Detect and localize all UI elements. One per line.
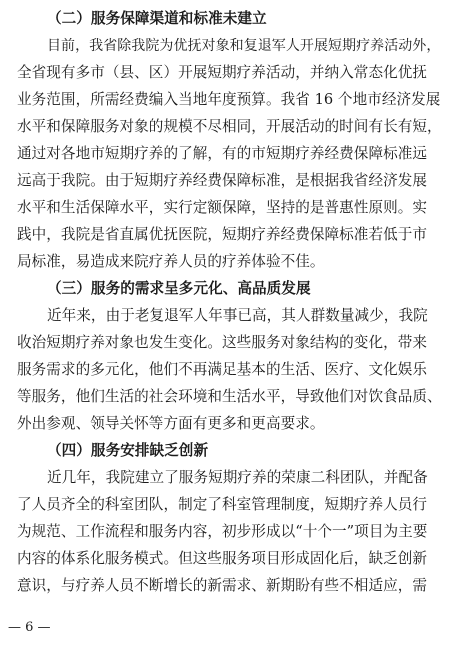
paragraph-line: 全省现有多市（县、区）开展短期疗养活动，并纳入常态化优抚 [17,64,428,81]
paragraph-line: 为规范、工作流程和服务内容，初步形成以“十个一”项目为主要 [17,523,428,540]
paragraph-line: 水平和生活保障水平，实行定额保障，坚持的是普惠性原则。实 [17,199,428,216]
paragraph-line: 收治短期疗养对象也发生变化。这些服务对象结构的变化，带来 [17,334,428,351]
paragraph-line: 目前，我省除我院为优抚对象和复退军人开展短期疗养活动外， [47,38,441,54]
paragraph-line: 水平和保障服务对象的规模不尽相同，开展活动的时间有长有短， [17,118,442,135]
page-number: — 6 — [8,620,51,635]
paragraph-line: 通过对各地市短期疗养的了解，有的市短期疗养经费保障标准远 [17,145,428,162]
paragraph-line: 等服务，他们生活的社会环境和生活水平，导致他们对饮食品质、 [17,388,442,405]
paragraph-line: 践中，我院是省直属优抚医院，短期疗养经费保障标准若低于市 [17,226,428,243]
paragraph-line: 意识，与疗养人员不断增长的新需求、新期盼有些不相适应，需 [17,577,428,594]
paragraph-line: 近几年，我院建立了服务短期疗养的荣康二科团队，并配备 [47,469,428,486]
section-heading: （四）服务安排缺乏创新 [47,442,209,459]
paragraph-line: 内容的体系化服务模式。但这些服务项目形成固化后，缺乏创新 [17,550,428,567]
paragraph-line: 服务需求的多元化，他们不再满足基本的生活、医疗、文化娱乐 [17,361,428,378]
paragraph-line: 业务范围，所需经费编入当地年度预算。我省 16 个地市经济发展 [17,91,441,108]
paragraph-line: 近年来，由于老复退军人年事已高，其人群数量减少，我院 [47,307,428,324]
paragraph-line: 外出参观、领导关怀等方面有更多和更高要求。 [17,415,325,432]
paragraph-line: 局标准，易造成来院疗养人员的疗养体验不佳。 [17,253,325,270]
section-heading: （三）服务的需求呈多元化、高品质发展 [47,280,311,297]
section-heading: （二）服务保障渠道和标准未建立 [47,10,267,27]
paragraph-line: 远高于我院。由于短期疗养经费保障标准，是根据我省经济发展 [17,172,428,189]
paragraph-line: 了人员齐全的科室团队，制定了科室管理制度，短期疗养人员行 [17,496,428,513]
